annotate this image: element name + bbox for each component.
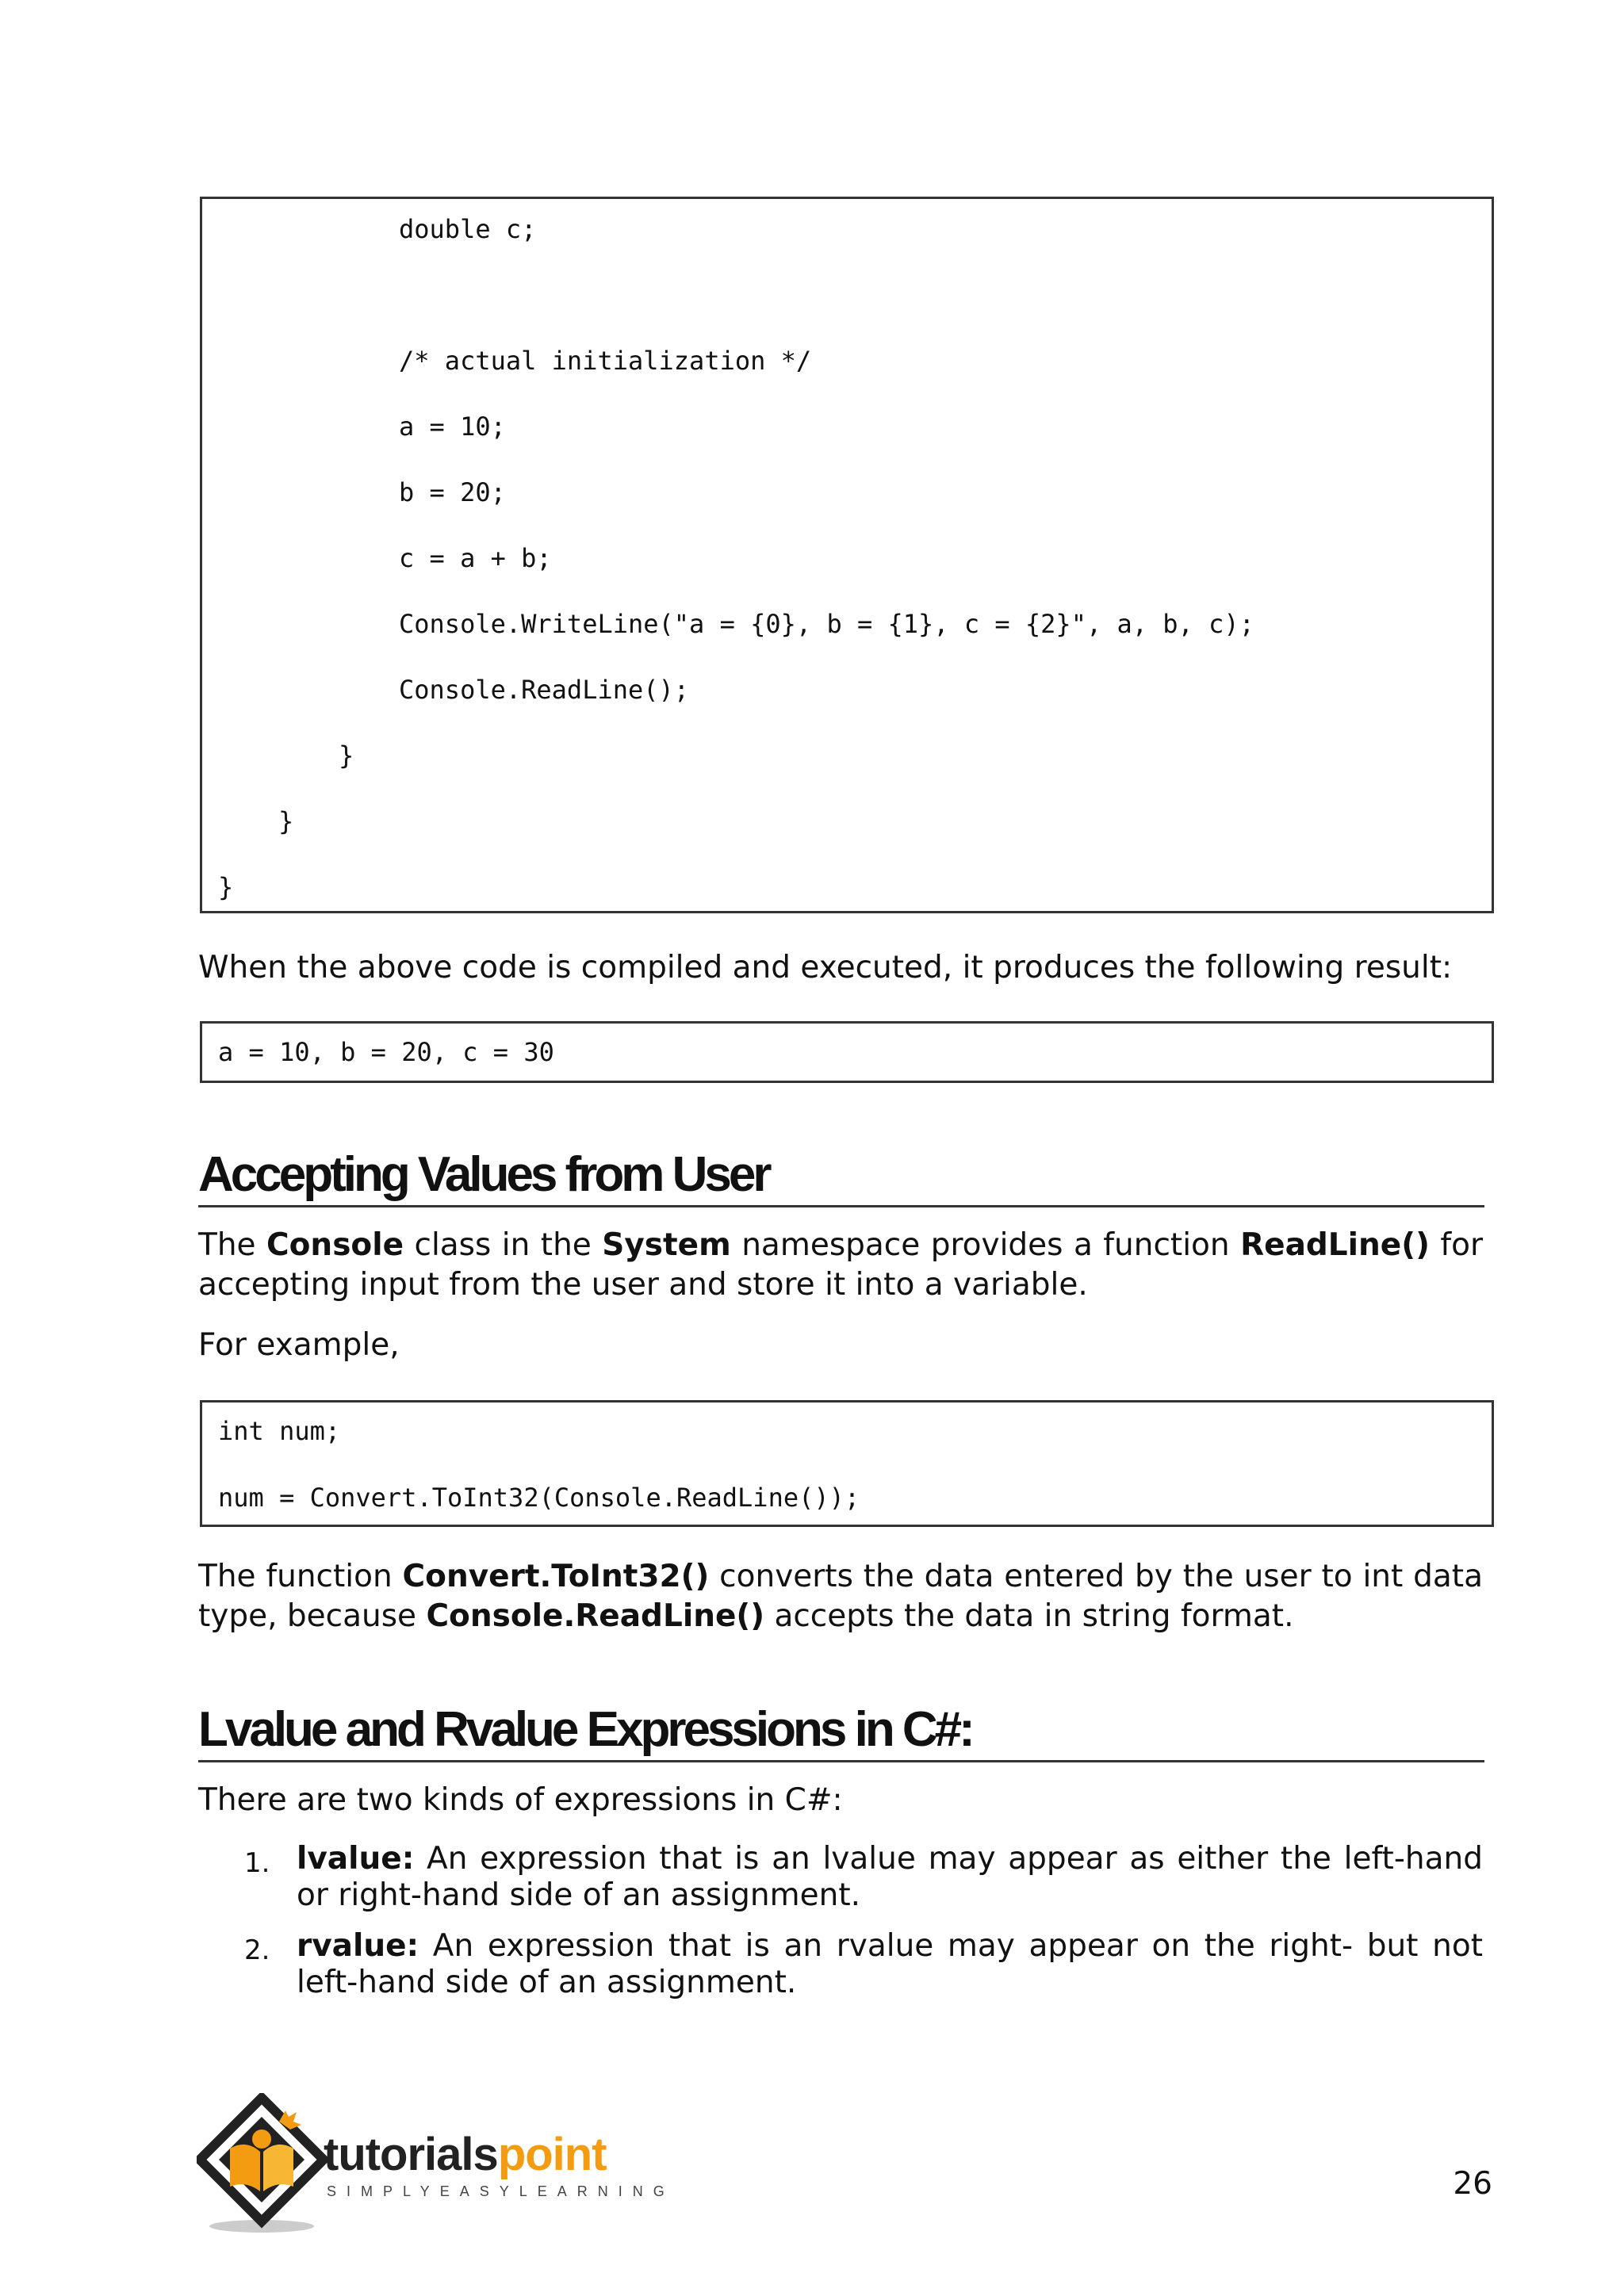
- code-block-readline: [200, 1400, 1494, 1527]
- logo-tagline: SIMPLYEASYLEARNING: [327, 2183, 675, 2199]
- logo-wordmark: [324, 2128, 607, 2181]
- code-line: }: [339, 740, 354, 771]
- logo-word-point: point: [497, 2129, 607, 2180]
- bold-term: ReadLine(): [1240, 1227, 1430, 1263]
- bold-term: Convert.ToInt32(): [402, 1559, 710, 1594]
- code-line: a = 10, b = 20, c = 30: [218, 1037, 554, 1067]
- paragraph-console-readline: [198, 1226, 1483, 1305]
- paragraph-convert-toint32: [198, 1557, 1483, 1636]
- code-line: }: [218, 872, 234, 902]
- code-line: Console.ReadLine();: [399, 675, 690, 705]
- text-run: for accepting input from the user and store it into a variable.: [198, 1227, 1483, 1303]
- bold-term: System: [602, 1227, 731, 1263]
- section-heading-accepting: Accepting Values from User: [198, 1146, 1484, 1207]
- bold-term: rvalue:: [297, 1928, 419, 1964]
- text-run: The function: [198, 1559, 403, 1594]
- text-run: namespace provides a function: [730, 1227, 1241, 1263]
- text-run: The: [198, 1227, 267, 1263]
- code-line: double c;: [399, 214, 537, 244]
- code-block-output: [200, 1021, 1494, 1083]
- code-line: /* actual initialization */: [399, 346, 812, 376]
- list-item-rvalue: [297, 1928, 1483, 2001]
- tutorialspoint-emblem-icon: [197, 2093, 331, 2236]
- result-intro-text: When the above code is compiled and executed, it produces the following result:: [198, 950, 1453, 985]
- bold-term: Console: [266, 1227, 404, 1263]
- code-line: int num;: [218, 1416, 341, 1446]
- code-block-program: [200, 197, 1494, 913]
- list-number: 2.: [244, 1934, 270, 1966]
- text-run: class in the: [404, 1227, 603, 1263]
- code-line: c = a + b;: [399, 543, 552, 573]
- expressions-intro-text: There are two kinds of expressions in C#:: [198, 1782, 843, 1818]
- bold-term: Console.ReadLine(): [426, 1598, 765, 1634]
- list-item-lvalue: [297, 1841, 1483, 1914]
- code-line: a = 10;: [399, 411, 506, 442]
- code-line: num = Convert.ToInt32(Console.ReadLine());: [218, 1483, 860, 1513]
- code-line: Console.WriteLine("a = {0}, b = {1}, c = {2}", a, b, c);: [399, 609, 1254, 639]
- code-line: b = 20;: [399, 477, 506, 507]
- text-run: converts the data entered by the user to int data type, because: [198, 1559, 1483, 1634]
- text-run: An expression that is an rvalue may appear on the right- but not left-hand side of an assignment.: [297, 1928, 1483, 2000]
- text-run: accepts the data in string format.: [764, 1598, 1294, 1634]
- page-number: 26: [1453, 2166, 1492, 2202]
- list-number: 1.: [244, 1847, 270, 1879]
- text-run: An expression that is an lvalue may appear as either the left-hand or right-hand side of an assignment.: [297, 1841, 1483, 1913]
- bold-term: lvalue:: [297, 1841, 415, 1877]
- logo-word-tutorials: tutorials: [324, 2129, 498, 2180]
- code-line: }: [278, 806, 294, 836]
- for-example-text: For example,: [198, 1327, 400, 1363]
- tutorialspoint-logo: [197, 2093, 675, 2236]
- section-heading-lvalue-rvalue: Lvalue and Rvalue Expressions in C#:: [198, 1701, 1484, 1762]
